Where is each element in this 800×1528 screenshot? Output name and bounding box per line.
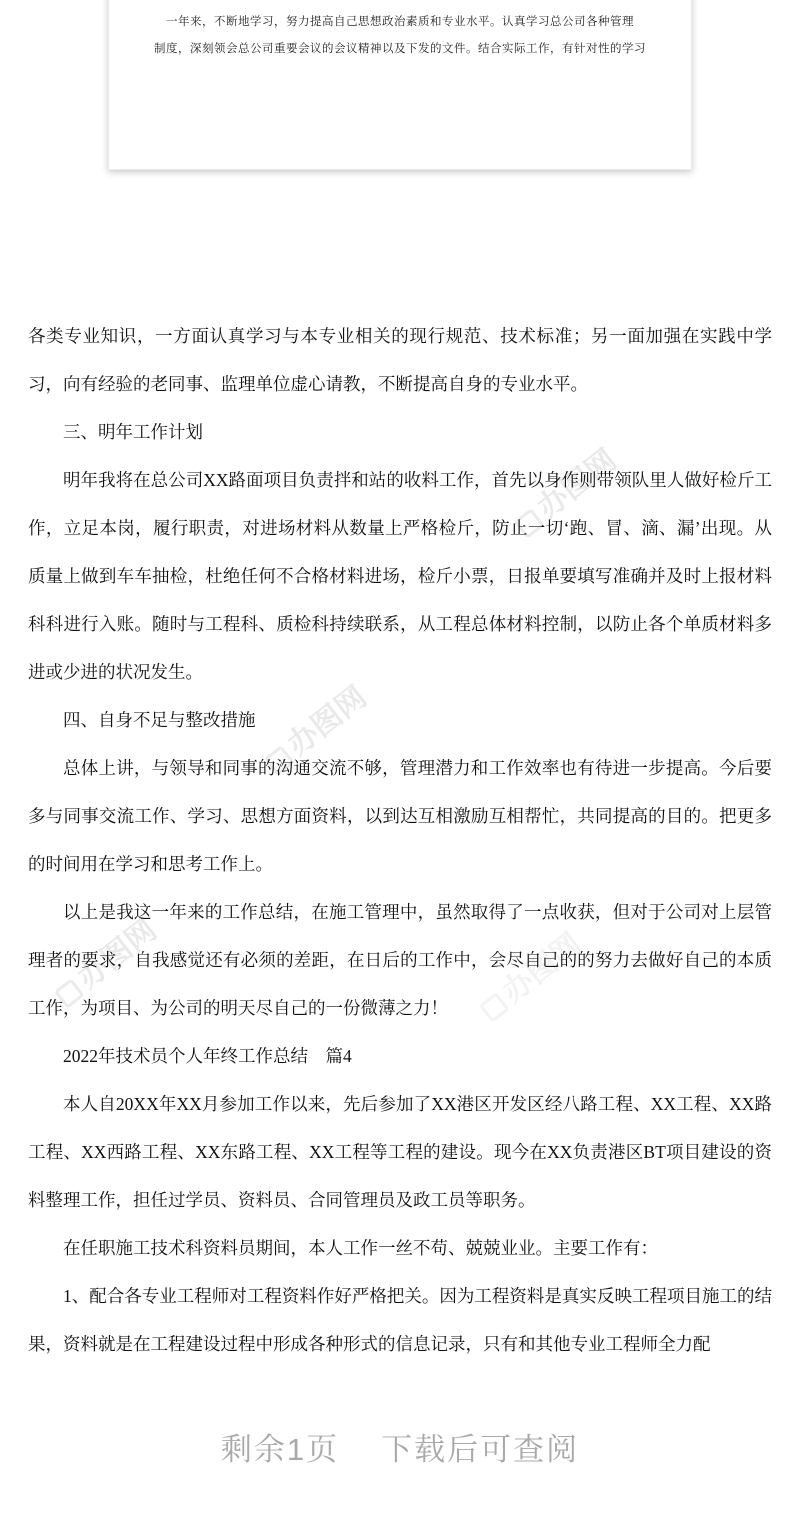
- watermark-text: 办图网: [531, 443, 623, 525]
- remaining-pages-label: 剩余1页: [220, 1432, 340, 1467]
- paragraph-heading: 四、自身不足与整改措施: [63, 710, 256, 730]
- prev-page-text-line: 一年来，不断地学习，努力提高自己思想政治素质和专业水平。认真学习总公司各种管理: [166, 16, 634, 28]
- paragraph-heading: 2022年技术员个人年终工作总结 篇4: [63, 1046, 352, 1066]
- paragraph: 各类专业知识，一方面认真学习与本专业相关的现行规范、技术标准；另一面加强在实践中学习，向有经验的老同事、监理单位虚心请教，不断提高自身的专业水平。: [28, 326, 772, 394]
- paragraph: 总体上讲，与领导和同事的沟通交流不够，管理潜力和工作效率也有待进一步提高。今后要多与同事交流工作、学习、思想方面资料，以到达互相激励互相帮忙，共同提高的目的。把更多的时间用在学习和思考工作上。: [28, 758, 772, 874]
- paragraph: 以上是我这一年来的工作总结，在施工管理中，虽然取得了一点收获，但对于公司对上层管理者的要求，自我感觉还有必须的差距，在日后的工作中，会尽自己的的努力去做好自己的本质工作，为项目、为公司的明天尽自己的一份微薄之力！: [28, 902, 772, 1018]
- preview-footer: [0, 1424, 800, 1469]
- watermark-text: 办图网: [281, 680, 373, 762]
- paragraph: 本人自20XX年XX月参加工作以来，先后参加了XX港区开发区经八路工程、XX工程、XX路工程、XX西路工程、XX东路工程、XX工程等工程的建设。现今在XX负责港区BT项目建设的资料整理工作，担任过学员、资料员、合同管理员及政工员等职务。: [28, 1094, 772, 1210]
- watermark-text: 办图网: [496, 927, 588, 1009]
- prev-page-text-line: 制度，深刻领会总公司重要会议的会议精神以及下发的文件。结合实际工作，有针对性的学习: [154, 43, 646, 55]
- paragraph: 明年我将在总公司XX路面项目负责拌和站的收料工作，首先以身作则带领队里人做好检斤工作，立足本岗，履行职责，对进场材料从数量上严格检斤，防止一切‘跑、冒、滴、漏’出现。从质量上做到车车抽检，杜绝任何不合格材料进场，检斤小票，日报单要填写准确并及时上报材料科科进行入账。随时与工程科、质检科持续联系，从工程总体材料控制，以防止各个单质材料多进或少进的状况发生。: [28, 470, 772, 682]
- paragraph: 1、配合各专业工程师对工程资料作好严格把关。因为工程资料是真实反映工程项目施工的结果，资料就是在工程建设过程中形成各种形式的信息记录，只有和其他专业工程师全力配: [28, 1286, 772, 1354]
- watermark-text: 办图网: [71, 913, 163, 995]
- paragraph-heading: 三、明年工作计划: [63, 422, 203, 442]
- document-page: [28, 312, 772, 1368]
- download-hint-label[interactable]: 下载后可查阅: [381, 1432, 580, 1467]
- paragraph: 在任职施工技术科资料员期间，本人工作一丝不苟、兢兢业业。主要工作有：: [63, 1238, 658, 1258]
- previous-page-preview-card: [108, 0, 692, 170]
